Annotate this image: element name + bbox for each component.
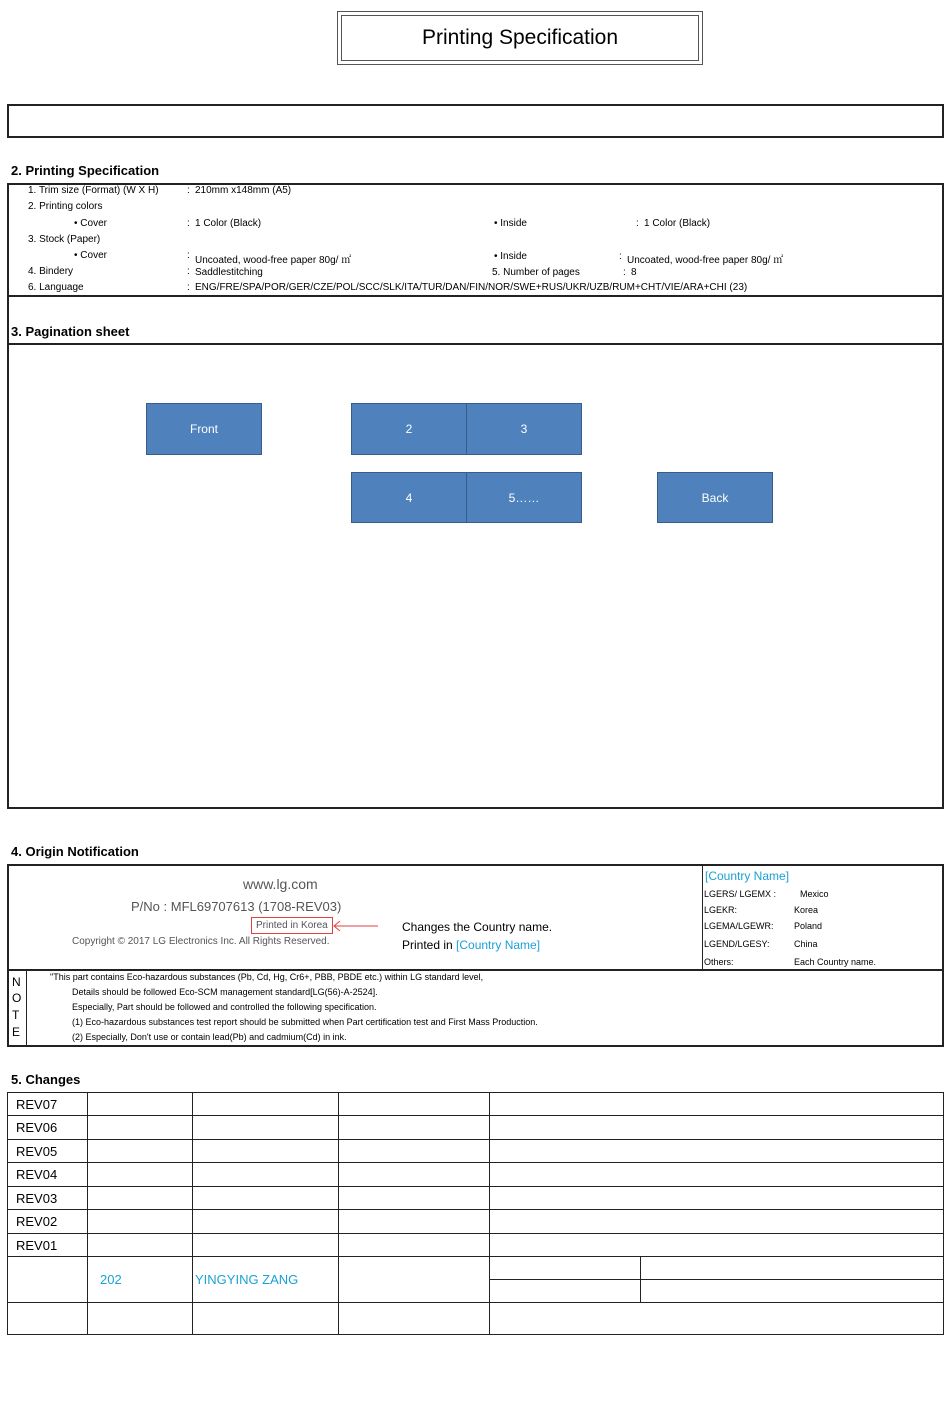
rev-cell: REV07 <box>8 1093 88 1116</box>
cover-color: 1 Color (Black) <box>195 218 262 229</box>
divider <box>702 865 703 970</box>
country-code: Others: <box>704 957 734 967</box>
page-3: 3 <box>466 403 582 455</box>
pagination-heading: 3. Pagination sheet <box>11 324 130 339</box>
copyright: Copyright © 2017 LG Electronics Inc. All Rights Reserved. <box>72 936 330 947</box>
country-name: Korea <box>794 905 819 915</box>
divider <box>26 970 27 1045</box>
country-name: Mexico <box>800 889 829 899</box>
colors-label: 2. Printing colors <box>28 201 103 212</box>
colon: : <box>619 251 622 262</box>
note-line: (1) Eco-hazardous substances test report should be submitted when Part certification test and First Mass Production. <box>72 1017 538 1027</box>
page-5: 5…… <box>466 472 582 523</box>
country-code: LGEMA/LGEWR: <box>704 921 774 931</box>
table-row <box>8 1257 944 1280</box>
table-row <box>8 1234 944 1257</box>
pages-value: 8 <box>631 267 637 278</box>
inside-color: 1 Color (Black) <box>644 218 711 229</box>
table-row <box>8 1187 944 1210</box>
stock-label: 3. Stock (Paper) <box>28 234 101 245</box>
changes-heading: 5. Changes <box>11 1072 81 1087</box>
rev-cell: REV03 <box>8 1187 88 1210</box>
part-number: P/No : MFL69707613 (1708-REV03) <box>131 899 342 914</box>
table-row <box>8 1093 944 1116</box>
country-header: [Country Name] <box>705 869 790 883</box>
table-row <box>8 1140 944 1163</box>
colon: : <box>187 250 190 261</box>
table-row <box>8 1303 944 1335</box>
note-line: Details should be followed Eco-SCM management standard[LG(56)-A-2524]. <box>72 987 378 997</box>
colon: : <box>187 266 190 277</box>
table-row <box>8 1116 944 1140</box>
language-label: 6. Language <box>28 282 84 293</box>
spec-heading: 2. Printing Specification <box>11 163 160 178</box>
colon: : <box>187 185 190 196</box>
cover-paper: Uncoated, wood-free paper 80g/ ㎡ <box>195 255 352 266</box>
change-note-2 <box>402 938 540 952</box>
colon: : <box>636 218 639 229</box>
changes-table <box>7 1092 944 1335</box>
page-front: Front <box>146 403 262 455</box>
page-2: 2 <box>351 403 467 455</box>
printed-in-box: Printed in Korea <box>251 917 333 934</box>
title-box <box>337 11 703 65</box>
page-4: 4 <box>351 472 467 523</box>
inside-label: • Inside <box>494 251 527 262</box>
table-row <box>8 1163 944 1187</box>
spec-box <box>7 183 944 297</box>
country-code: LGEKR: <box>704 905 738 915</box>
cover-label: • Cover <box>74 250 107 261</box>
rev-cell: REV01 <box>8 1234 88 1257</box>
note-letter: T <box>12 1008 20 1022</box>
url-text: www.lg.com <box>243 876 318 892</box>
rev-cell: REV05 <box>8 1140 88 1163</box>
origin-heading: 4. Origin Notification <box>11 844 139 859</box>
rev-cell: REV04 <box>8 1163 88 1187</box>
note-letter: N <box>12 975 21 989</box>
change-note-1: Changes the Country name. <box>402 920 553 934</box>
language-value: ENG/FRE/SPA/POR/GER/CZE/POL/SCC/SLK/ITA/TUR/DAN/FIN/NOR/SWE+RUS/UKR/UZB/RUM+CHT/VIE/ARA+CHI (23) <box>195 282 748 293</box>
rev-cell: REV06 <box>8 1116 88 1140</box>
blank-box <box>7 104 944 138</box>
rev-cell: REV02 <box>8 1210 88 1234</box>
origin-box <box>7 864 944 971</box>
bindery-value: Saddlestitching <box>195 267 263 278</box>
number-cell: 202 <box>88 1257 193 1303</box>
note-letter: E <box>12 1025 21 1039</box>
table-row <box>8 1210 944 1234</box>
change-note-prefix: Printed in <box>402 938 457 952</box>
inside-paper: Uncoated, wood-free paper 80g/ ㎡ <box>627 255 784 266</box>
pages-label: 5. Number of pages <box>492 267 580 278</box>
note-line: Especially, Part should be followed and controlled the following specification. <box>72 1002 377 1012</box>
colon: : <box>187 282 190 293</box>
country-code: LGEND/LGESY: <box>704 939 770 949</box>
page-title: Printing Specification <box>341 15 699 61</box>
colon: : <box>623 267 626 278</box>
trim-value: 210mm x148mm (A5) <box>195 185 292 196</box>
cover-label: • Cover <box>74 218 107 229</box>
inside-label: • Inside <box>494 218 527 229</box>
change-note-country: [Country Name] <box>456 938 541 952</box>
bindery-label: 4. Bindery <box>28 266 74 277</box>
note-line: "This part contains Eco-hazardous substances (Pb, Cd, Hg, Cr6+, PBB, PBDE etc.) within LG standard level, <box>50 972 484 982</box>
name-cell: YINGYING ZANG <box>193 1257 339 1303</box>
arrow-left-icon <box>331 920 379 932</box>
trim-label: 1. Trim size (Format) (W X H) <box>28 185 159 196</box>
note-letter: O <box>12 991 22 1005</box>
note-line: (2) Especially, Don't use or contain lead(Pb) and cadmium(Cd) in ink. <box>72 1032 347 1042</box>
colon: : <box>187 218 190 229</box>
page-back: Back <box>657 472 773 523</box>
pagination-header-box <box>7 295 944 345</box>
country-name: China <box>794 939 818 949</box>
country-name: Poland <box>794 921 823 931</box>
country-code: LGERS/ LGEMX : <box>704 889 777 899</box>
country-name: Each Country name. <box>794 957 877 967</box>
